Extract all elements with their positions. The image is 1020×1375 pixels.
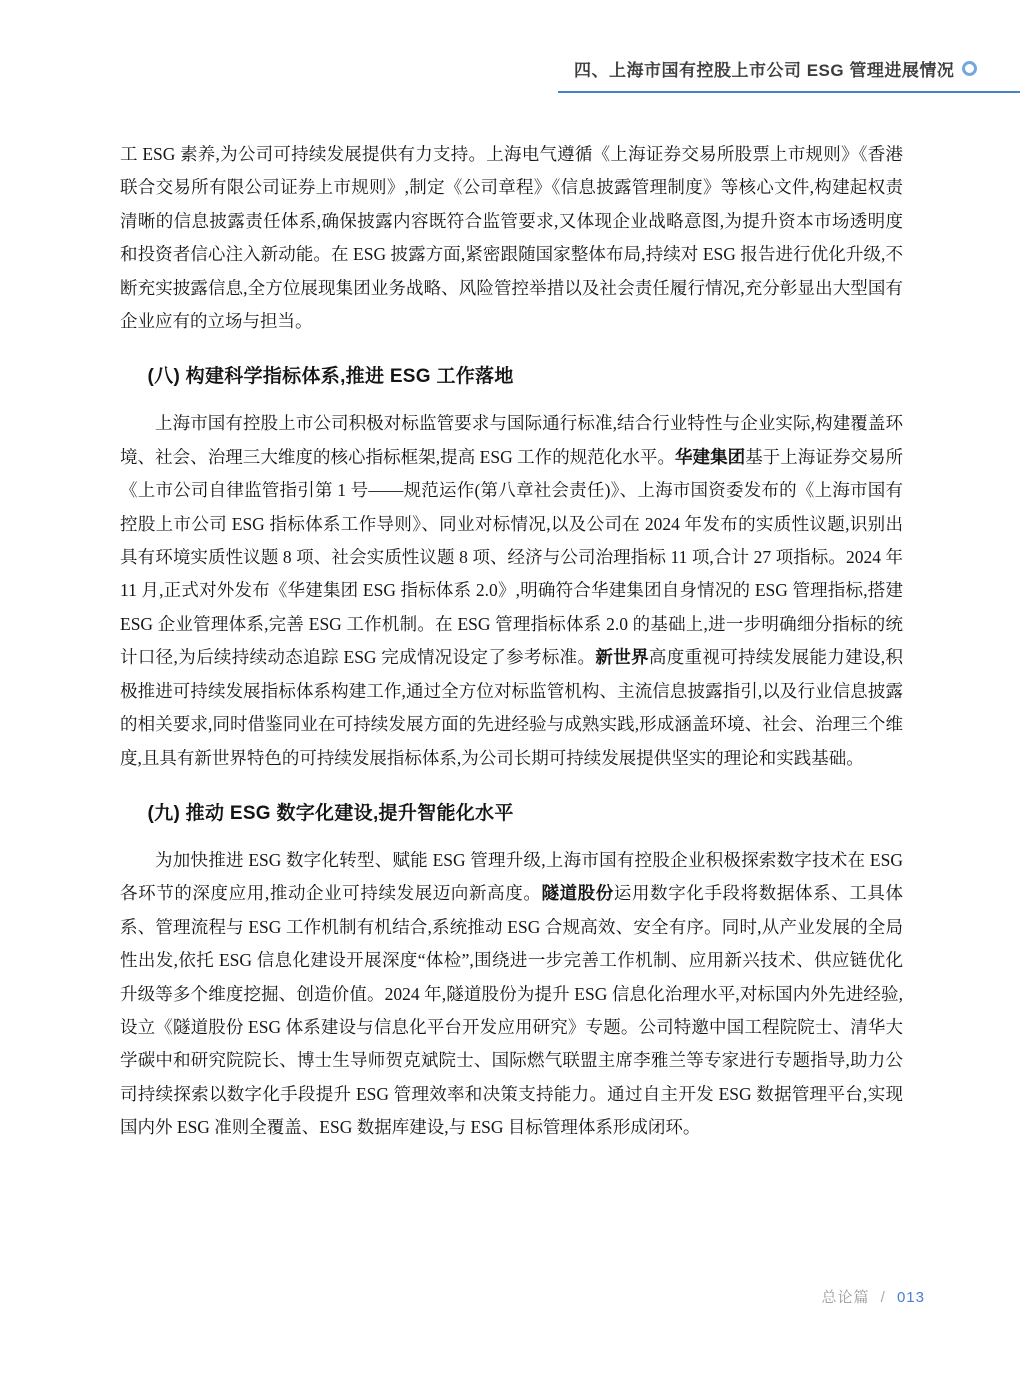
text-segment: 运用数字化手段将数据体系、工具体系、管理流程与 ESG 工作机制有机结合,系统推动 ESG 合规高效、安全有序。同时,从产业发展的全局性出发,依托 ESG 信息化建设开展深度“体检”,围绕进一步完善工作机制、应用新兴技术、供应链优化升级等多个维度挖掘、创造价值。2024 年,隧道股份为提升 ESG 信息化治理水平,对标国内外先进经验,设立《隧道股份 ESG 体系建设与信息化平台开发应用研究》专题。公司特邀中国工程院院士、清华大学碳中和研究院院长、博士生导师贺克斌院士、国际燃气联盟主席李雅兰等专家进行专题指导,助力公司持续探索以数字化手段提升 ESG 管理效率和决策支持能力。通过自主开发 ESG 数据管理平台,实现国内外 ESG 准则全覆盖、ESG 数据库建设,与 ESG 目标管理体系形成闭环。 [120, 883, 904, 1138]
section-heading: (八) 构建科学指标体系,推进 ESG 工作落地 [147, 366, 514, 388]
text-segment: 高度重视可持续发展能力建设,积极推进可持续发展指标体系构建工作,通过全方位对标监管机构、主流信息披露指引,以及行业信息披露的相关要求,同时借鉴同业在可持续发展方面的先进经验与成熟实践,形成涵盖环境、社会、治理三个维度,且具有新世界特色的可持续发展指标体系,为公司长期可持续发展提供坚实的理论和实践基础。 [120, 647, 904, 768]
footer-separator: / [880, 1289, 886, 1306]
section-heading: (九) 推动 ESG 数字化建设,提升智能化水平 [147, 802, 514, 824]
footer-page-number: 013 [896, 1289, 925, 1306]
text-segment: 基于上海证券交易所《上市公司自律监管指引第 1 号——规范运作(第八章社会责任)》、上海市国资委发布的《上海市国有控股上市公司 ESG 指标体系工作导则》、同业对标情况,以及公司在 2024 年发布的实质性议题,识别出具有环境实质性议题 8 项、社会实质性议题 8 项、经济与公司治理指标 11 项,合计 27 项指标。2024 年 11 月,正式对外发布《华建集团 ESG 指标体系 2.0》,明确符合华建集团自身情况的 ESG 管理指标,搭建 ESG 企业管理体系,完善 ESG 工作机制。在 ESG 管理指标体系 2.0 的基础上,进一步明确细分指标的统计口径,为后续持续动态追踪 ESG 完成情况设定了参考标准。 [120, 446, 904, 668]
footer-section-label: 总论篇 [821, 1289, 870, 1306]
body-content [120, 138, 903, 1145]
body-paragraph [120, 138, 903, 338]
body-paragraph [120, 844, 903, 1145]
running-header [558, 56, 1020, 93]
running-header-title: 四、上海市国有控股上市公司 ESG 管理进展情况 [574, 61, 955, 80]
body-paragraph [120, 407, 903, 774]
page-footer [821, 1286, 925, 1307]
text-segment: 工 ESG 素养,为公司可持续发展提供有力支持。上海电气遵循《上海证券交易所股票上市规则》《香港联合交易所有限公司证券上市规则》,制定《公司章程》《信息披露管理制度》等核心文件,构建起权责清晰的信息披露责任体系,确保披露内容既符合监管要求,又体现企业战略意图,为提升资本市场透明度和投资者信心注入新动能。在 ESG 披露方面,紧密跟随国家整体布局,持续对 ESG 报告进行优化升级,不断充实披露信息,全方位展现集团业务战略、风险管控举措以及社会责任履行情况,充分彰显出大型国有企业应有的立场与担当。 [120, 144, 903, 332]
ring-icon [962, 61, 977, 76]
company-name-bold: 华建集团 [675, 446, 746, 467]
text-segment: 为加快推进 ESG 数字化转型、赋能 ESG 管理升级,上海市国有控股企业积极探索数字技术在 ESG 各环节的深度应用,推动企业可持续发展迈向新高度。 [120, 849, 903, 904]
company-name-bold: 新世界 [595, 647, 649, 668]
company-name-bold: 隧道股份 [541, 883, 614, 904]
text-segment: 上海市国有控股上市公司积极对标监管要求与国际通行标准,结合行业特性与企业实际,构建覆盖环境、社会、治理三大维度的核心指标框架,提高 ESG 工作的规范化水平。 [120, 413, 903, 467]
